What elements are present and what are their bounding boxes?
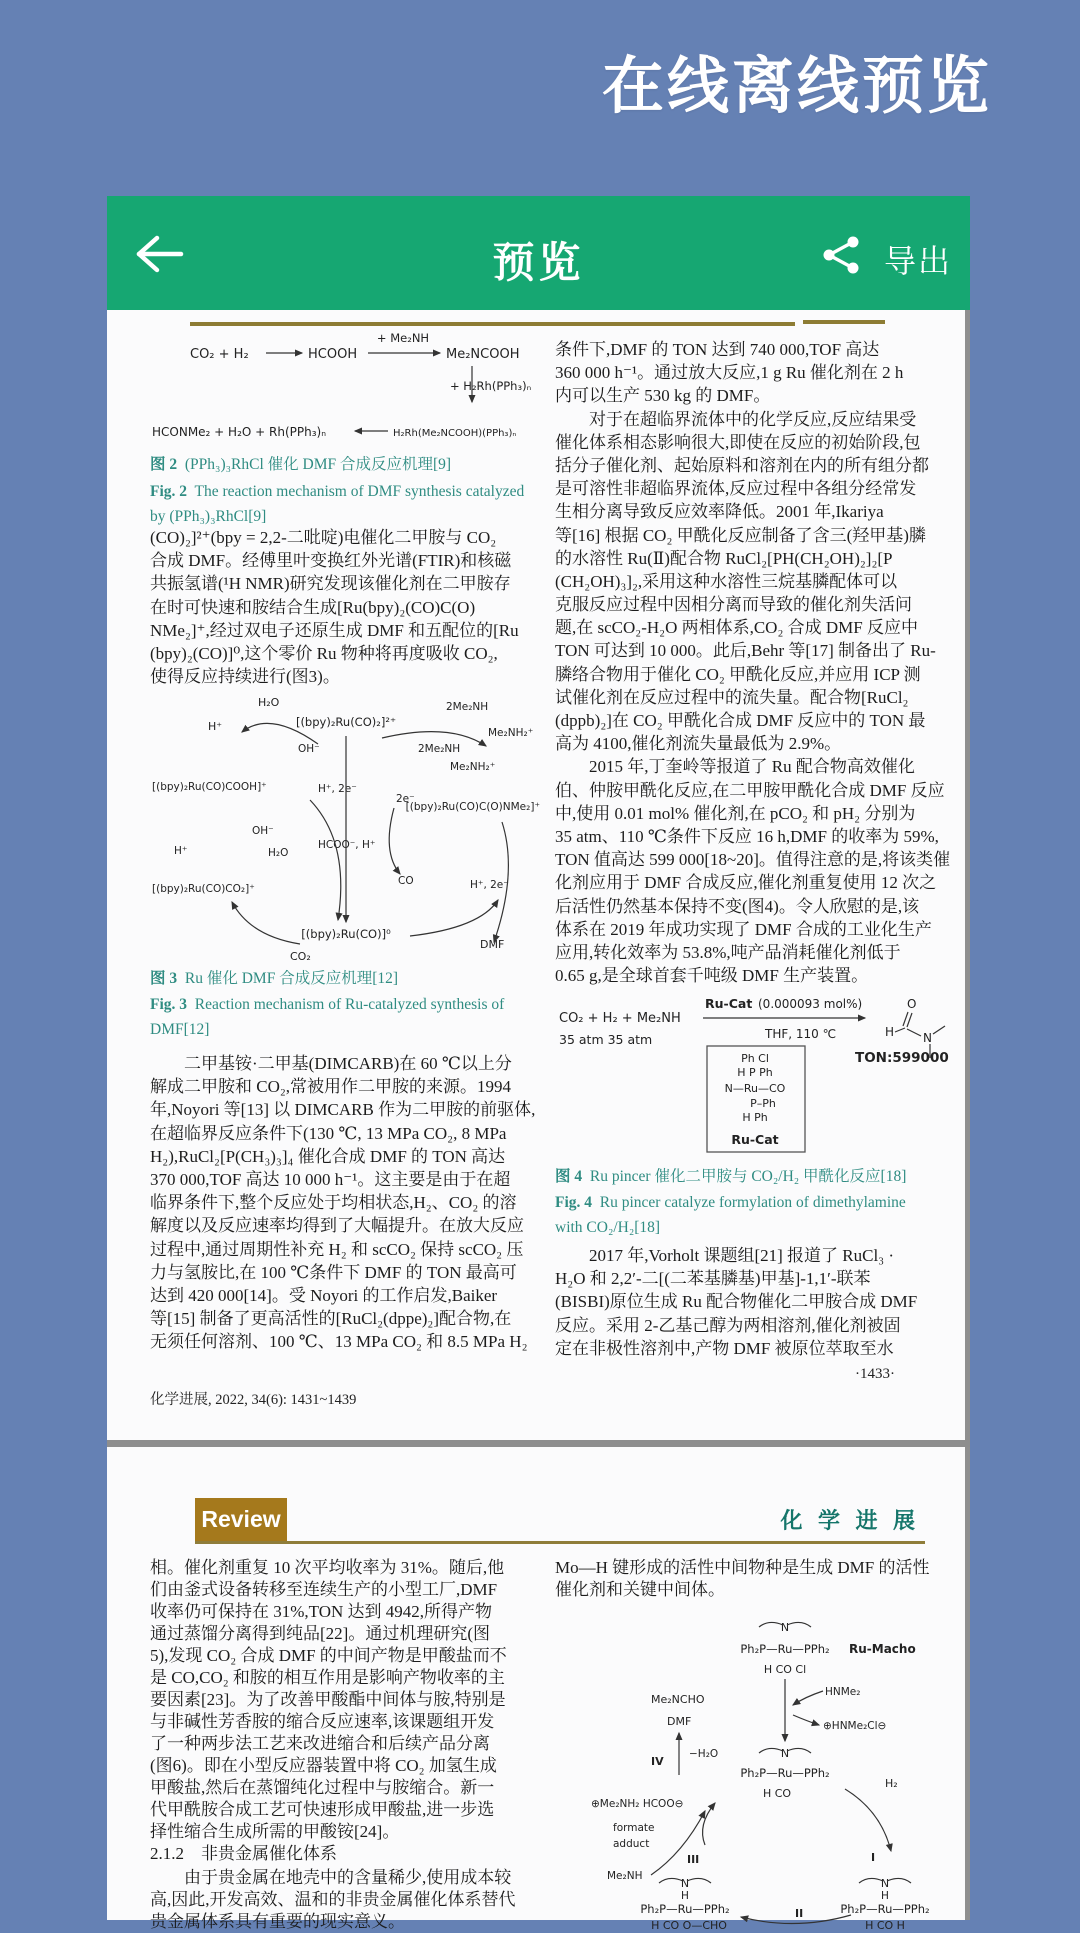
figure3-caption-en-label: Fig. 3 <box>150 996 188 1013</box>
paragraph-2 <box>150 1052 542 1353</box>
svg-text:H Ph: H Ph <box>742 1111 768 1124</box>
text-line: 代甲酰胺合成工艺可快速形成甲酸盐,进一步选 <box>150 1800 495 1819</box>
figure4-caption-en-label: Fig. 4 <box>555 1194 593 1211</box>
svg-text:H: H <box>881 1890 889 1902</box>
text-line: 解度以及反应速率均得到了大幅提升。在放大反应 <box>150 1216 524 1236</box>
page2-left-paragraph-2 <box>150 1867 542 1933</box>
text-line: 在超临界反应条件下(130 ℃, 13 MPa CO₂, 8 MPa <box>150 1123 507 1143</box>
share-icon <box>820 263 862 280</box>
text-line: 达到 420 000[14]。受 Noyori 的工作启发,Baiker <box>150 1285 498 1305</box>
svg-text:O: O <box>907 997 917 1011</box>
figure3-caption-cn-text: Ru 催化 DMF 合成反应机理[12] <box>177 970 399 987</box>
svg-text:H⁺: H⁺ <box>174 845 188 857</box>
svg-text:H⁺: H⁺ <box>208 720 223 733</box>
svg-text:THF, 110 ℃: THF, 110 ℃ <box>765 1027 837 1041</box>
figure4-caption-cn-label: 图 4 <box>555 1168 583 1185</box>
figure2-caption-en-text: The reaction mechanism of DMF synthesis catalyzed <box>187 483 525 500</box>
svg-text:DMF: DMF <box>480 938 505 951</box>
page-number: ·1433· <box>855 1366 895 1382</box>
text-line: 解成二甲胺和 CO₂,常被用作二甲胺的来源。1994 <box>150 1077 512 1097</box>
svg-text:Ph₂P—Ru—PPh₂: Ph₂P—Ru—PPh₂ <box>740 1642 830 1656</box>
page-top-rule-right <box>803 320 885 324</box>
page2-right-paragraph <box>555 1557 953 1601</box>
text-line: 试催化剂在反应过程中的流失量。配合物[RuCl₂ <box>555 687 909 707</box>
svg-text:H CO H: H CO H <box>865 1919 905 1932</box>
text-line: 无须任何溶剂、100 ℃、13 MPa CO₂ 和 8.5 MPa H₂ <box>150 1332 528 1352</box>
text-line: (图6)。即在小型反应器装置中将 CO₂ 加氢生成 <box>150 1756 497 1775</box>
svg-text:N: N <box>880 1877 890 1890</box>
page2-left-paragraph <box>150 1557 542 1843</box>
svg-text:HNMe₂: HNMe₂ <box>825 1686 861 1698</box>
svg-text:−H₂O: −H₂O <box>689 1748 719 1760</box>
text-line: 35 atm、110 ℃条件下反应 16 h,DMF 的收率为 59%, <box>555 826 939 846</box>
svg-text:H CO Cl: H CO Cl <box>763 1663 807 1676</box>
text-line: 催化体系相态影响很大,即使在反应的初始阶段,包 <box>555 432 921 452</box>
svg-text:Ph Cl: Ph Cl <box>741 1052 769 1065</box>
document-page-1[interactable] <box>107 310 970 1440</box>
svg-text:N: N <box>923 1031 932 1045</box>
svg-text:OH⁻: OH⁻ <box>298 743 320 755</box>
text-line: 临界条件下,整个反应处于均相状态,H₂、CO₂ 的溶 <box>150 1193 517 1213</box>
paragraph-vorholt <box>555 1244 953 1360</box>
svg-text:[(bpy)₂Ru(CO)]⁰: [(bpy)₂Ru(CO)]⁰ <box>301 927 391 941</box>
text-line: 克服反应过程中因相分离而导致的催化剂失活问 <box>555 595 912 615</box>
text-line: 由于贵金属在地壳中的含量稀少,使用成本较 <box>150 1868 512 1887</box>
svg-text:Ru-Cat: Ru-Cat <box>731 1132 779 1147</box>
text-line: 相。催化剂重复 10 次平均收率为 31%。随后,他 <box>150 1558 505 1577</box>
svg-text:Me₂NH₂⁺: Me₂NH₂⁺ <box>488 727 534 739</box>
svg-text:Me₂NH: Me₂NH <box>607 1870 643 1882</box>
right-column-text <box>555 338 953 987</box>
text-line: 360 000 h⁻¹。通过放大反应,1 g Ru 催化剂在 2 h <box>555 363 904 383</box>
review-badge: Review <box>195 1498 287 1541</box>
text-line: TON 可达到 10 000。此后,Behr 等[17] 制备出了 Ru- <box>555 641 936 661</box>
svg-text:H₂O: H₂O <box>258 696 280 709</box>
section-heading: 2.1.2 非贵金属催化体系 <box>150 1844 337 1863</box>
figure4-caption-cn <box>555 1164 953 1189</box>
text-line: H₂),RuCl₂[P(CH₃)₃]₄ 催化合成 DMF 的 TON 高达 <box>150 1146 506 1166</box>
svg-text:[(bpy)₂Ru(CO)₂]²⁺: [(bpy)₂Ru(CO)₂]²⁺ <box>295 715 397 729</box>
text-line: 合成 DMF。经傅里叶变换红外光谱(FTIR)和核磁 <box>150 551 512 571</box>
text-line: 伯、仲胺甲酰化反应,在二甲胺甲酰化合成 DMF 反应 <box>555 780 945 800</box>
svg-text:III: III <box>687 1853 700 1866</box>
svg-text:[(bpy)₂Ru(CO)CO₂]⁺: [(bpy)₂Ru(CO)CO₂]⁺ <box>152 883 255 895</box>
svg-text:II: II <box>795 1907 804 1920</box>
svg-text:2Me₂NH: 2Me₂NH <box>446 701 489 713</box>
text-line: 对于在超临界流体中的化学反应,反应结果受 <box>555 409 917 429</box>
figure3-caption-en2: DMF[12] <box>150 1021 210 1038</box>
text-line: 共振氢谱(¹H NMR)研究发现该催化剂在二甲胺存 <box>150 574 511 594</box>
svg-text:H⁺, 2e⁻: H⁺, 2e⁻ <box>470 879 509 891</box>
text-line: 题,在 scCO₂-H₂O 两相体系,CO₂ 合成 DMF 反应中 <box>555 618 918 638</box>
figure2-caption-en2: by (PPh₃)₃RhCl[9] <box>150 508 267 525</box>
text-line: 后活性仍然基本保持不变(图4)。令人欣慰的是,该 <box>555 896 920 916</box>
svg-text:HCONMe₂ + H₂O + Rh(PPh₃)ₙ: HCONMe₂ + H₂O + Rh(PPh₃)ₙ <box>152 425 326 439</box>
paragraph-1 <box>150 526 542 688</box>
text-line: 5),发现 CO₂ 合成 DMF 的中间产物是甲酸盐而不 <box>150 1646 507 1665</box>
svg-text:CO₂ + H₂: CO₂ + H₂ <box>190 347 249 362</box>
page-top-rule-left <box>190 322 795 326</box>
svg-text:Ph₂P—Ru—PPh₂: Ph₂P—Ru—PPh₂ <box>740 1766 830 1780</box>
text-line: 二甲基铵·二甲基(DIMCARB)在 60 ℃以上分 <box>150 1054 512 1073</box>
svg-text:Me₂NCOOH: Me₂NCOOH <box>446 347 520 362</box>
svg-text:Ru-Cat: Ru-Cat <box>705 996 753 1011</box>
svg-text:DMF: DMF <box>667 1715 692 1728</box>
text-line: 膦络合物用于催化 CO₂ 甲酰化反应,并应用 ICP 测 <box>555 664 921 684</box>
text-line: 是可溶性非超临界流体,反应过程中各组分经常发 <box>555 479 917 499</box>
svg-text:35 atm 35 atm: 35 atm 35 atm <box>559 1032 653 1047</box>
svg-text:CO: CO <box>398 875 414 887</box>
header-rule <box>195 1541 925 1544</box>
text-line: (dppb)₂]在 CO₂ 甲酰化合成 DMF 反应中的 TON 最 <box>555 711 926 730</box>
figure4-caption-en2: with CO₂/H₂[18] <box>555 1219 661 1236</box>
text-line: 了一种两步法工艺来改进缩合和后续产品分离 <box>150 1734 490 1753</box>
svg-text:Me₂NCHO: Me₂NCHO <box>651 1693 705 1706</box>
svg-text:formate: formate <box>613 1822 655 1834</box>
svg-text:HCOOH: HCOOH <box>308 347 358 362</box>
text-line: 内可以生产 530 kg 的 DMF。 <box>555 386 771 406</box>
text-line: 使得反应持续进行(图3)。 <box>150 667 340 687</box>
figure2-caption-en-label: Fig. 2 <box>150 483 188 500</box>
text-line: (CO)₂]²⁺(bpy = 2,2-二吡啶)电催化二甲胺与 CO₂ <box>150 528 497 547</box>
toolbar-title: 预览 <box>492 239 585 286</box>
text-line: 应用,转化效率为 53.8%,吨产品消耗催化剂低于 <box>555 942 901 962</box>
text-line: 力与氢胺比,在 100 ℃条件下 DMF 的 TON 最高可 <box>150 1262 517 1282</box>
text-line: 在时可快速和胺结合生成[Ru(bpy)₂(CO)C(O) <box>150 597 476 617</box>
svg-text:P–Ph: P–Ph <box>750 1097 776 1110</box>
text-line: 反应。采用 2-乙基己醇为两相溶剂,催化剂被固 <box>555 1315 901 1335</box>
svg-text:CO₂: CO₂ <box>290 950 311 963</box>
svg-text:CO₂ + H₂ + Me₂NH: CO₂ + H₂ + Me₂NH <box>559 1011 681 1026</box>
svg-text:Ph₂P—Ru—PPh₂: Ph₂P—Ru—PPh₂ <box>840 1902 930 1916</box>
text-line: 等[15] 制备了更高活性的[RuCl₂(dppe)₂]配合物,在 <box>150 1309 512 1329</box>
text-line: 0.65 g,是全球首套千吨级 DMF 生产装置。 <box>555 966 869 986</box>
text-line: 中,使用 0.01 mol% 催化剂,在 pCO₂ 和 pH₂ 分别为 <box>555 803 916 823</box>
figure4-caption-en <box>555 1190 953 1215</box>
export-button[interactable]: 导出 <box>883 243 952 279</box>
figure2-caption-cn-text: (PPh₃)₃RhCl 催化 DMF 合成反应机理[9] <box>177 456 452 473</box>
svg-text:N: N <box>780 1747 790 1760</box>
svg-text:[(bpy)₂Ru(CO)COOH]⁺: [(bpy)₂Ru(CO)COOH]⁺ <box>152 781 267 793</box>
svg-text:OH⁻: OH⁻ <box>252 825 274 837</box>
journal-name: 化 学 进 展 <box>780 1508 920 1533</box>
text-line: 条件下,DMF 的 TON 达到 740 000,TOF 高达 <box>555 340 880 359</box>
figure2-scheme <box>150 331 542 454</box>
text-line: 高,因此,开发高效、温和的非贵金属催化体系替代 <box>150 1890 516 1909</box>
figure3-diagram <box>150 692 542 964</box>
text-line: 是 CO,CO₂ 和胺的相互作用是影响产物收率的主 <box>150 1668 505 1687</box>
text-line: 高为 4100,催化剂流失量最低为 2.9%。 <box>555 734 842 754</box>
svg-text:Ru-Macho: Ru-Macho <box>849 1642 916 1656</box>
svg-text:Me₂NH₂⁺: Me₂NH₂⁺ <box>450 761 496 773</box>
text-line: 们由釜式设备转移至连续生产的小型工厂,DMF <box>150 1580 498 1599</box>
figure2-caption-cn-label: 图 2 <box>150 456 178 473</box>
text-line: 过程中,通过周期性补充 H₂ 和 scCO₂ 保持 scCO₂ 压 <box>150 1239 524 1259</box>
banner-title: 在线离线预览 <box>601 52 992 121</box>
text-line: 2017 年,Vorholt 课题组[21] 报道了 RuCl₃ · <box>555 1246 895 1265</box>
svg-text:H₂Rh(Me₂NCOOH)(PPh₃)ₙ: H₂Rh(Me₂NCOOH)(PPh₃)ₙ <box>393 428 517 439</box>
svg-text:H₂O: H₂O <box>268 847 289 859</box>
figure3-caption-cn <box>150 966 542 991</box>
text-line: 要因素[23]。为了改善甲酸酯中间体与胺,特别是 <box>150 1690 506 1709</box>
svg-text:Ph₂P—Ru—PPh₂: Ph₂P—Ru—PPh₂ <box>640 1902 730 1916</box>
text-line: (CH₂OH)₃]₂,采用这种水溶性三烷基膦配体可以 <box>555 571 898 591</box>
svg-text:N: N <box>680 1877 690 1890</box>
text-line: 体系在 2019 年成功实现了 DMF 合成的工业化生产 <box>555 919 932 939</box>
text-line: NMe₂]⁺,经过双电子还原生成 DMF 和五配位的[Ru <box>150 620 519 640</box>
text-line: 通过蒸馏分离得到纯品[22]。通过机理研究(图 <box>150 1624 490 1643</box>
text-line: 贵金属体系具有重要的现实意义。 <box>150 1912 405 1931</box>
text-line: 生相分离导致反应效率降低。2001 年,Ikariya <box>555 502 884 522</box>
text-line: 的水溶性 Ru(Ⅱ)配合物 RuCl₂[PH(CH₂OH)₂]₂[P <box>555 548 893 568</box>
svg-text:HCOO⁻, H⁺: HCOO⁻, H⁺ <box>318 839 376 851</box>
text-line: Mo—H 键形成的活性中间物种是生成 DMF 的活性 <box>555 1558 930 1577</box>
text-line: 括分子催化剂、起始原料和溶剂在内的所有组分都 <box>555 455 929 475</box>
journal-footer: 化学进展, 2022, 34(6): 1431~1439 <box>150 1392 357 1408</box>
svg-text:⊕Me₂NH₂ HCOO⊖: ⊕Me₂NH₂ HCOO⊖ <box>591 1798 684 1810</box>
figure4-caption-en-text: Ru pincer catalyze formylation of dimethylamine <box>592 1194 906 1211</box>
svg-text:2e⁻: 2e⁻ <box>396 793 415 805</box>
svg-text:adduct: adduct <box>613 1838 650 1850</box>
text-line: 2015 年,丁奎岭等报道了 Ru 配合物高效催化 <box>555 757 915 777</box>
document-page-2[interactable] <box>107 1447 970 1932</box>
svg-text:H CO: H CO <box>762 1787 792 1800</box>
svg-text:TON:599000: TON:599000 <box>855 1050 949 1066</box>
text-line: 与非碱性芳香胺的缩合反应速率,该课题组开发 <box>150 1712 495 1731</box>
svg-text:⊕HNMe₂Cl⊖: ⊕HNMe₂Cl⊖ <box>823 1720 887 1732</box>
figure4-scheme <box>555 996 953 1160</box>
svg-text:H⁺, 2e⁻: H⁺, 2e⁻ <box>318 783 357 795</box>
text-line: 择性缩合生成所需的甲酸铵[24]。 <box>150 1822 400 1841</box>
svg-text:H P Ph: H P Ph <box>737 1066 773 1079</box>
svg-text:N—Ru—CO: N—Ru—CO <box>724 1082 786 1095</box>
text-line: 化剂应用于 DMF 合成反应,催化剂重复使用 12 次之 <box>555 873 937 893</box>
figure3-caption-en-text: Reaction mechanism of Ru-catalyzed synthesis of <box>187 996 505 1013</box>
figure4-caption-cn-text: Ru pincer 催化二甲胺与 CO₂/H₂ 甲酰化反应[18] <box>582 1168 907 1185</box>
page-divider <box>107 1440 970 1447</box>
svg-text:+ H₂Rh(PPh₃)ₙ: + H₂Rh(PPh₃)ₙ <box>450 379 532 393</box>
text-line: H₂O 和 2,2′-二[(二苯基膦基)甲基]-1,1′-联苯 <box>555 1269 871 1289</box>
text-line: (bpy)₂(CO)]⁰,这个零价 Ru 物种将再度吸收 CO₂, <box>150 643 498 663</box>
figure2-caption-cn <box>150 452 542 477</box>
svg-text:2Me₂NH: 2Me₂NH <box>418 743 461 755</box>
figure3-caption-en <box>150 992 542 1017</box>
svg-text:+ Me₂NH: + Me₂NH <box>376 331 430 345</box>
text-line: TON 值高达 599 000[18~20]。值得注意的是,将该类催 <box>555 850 951 870</box>
text-line: (BISBI)原位生成 Ru 配合物催化二甲胺合成 DMF <box>555 1292 918 1312</box>
ru-macho-cycle-diagram <box>555 1615 953 1932</box>
svg-text:H CO O—CHO: H CO O—CHO <box>651 1919 727 1932</box>
figure2-caption-en <box>150 479 542 504</box>
text-line: 定在非极性溶剂中,产物 DMF 被原位萃取至水 <box>555 1338 894 1358</box>
text-line: 370 000,TOF 高达 10 000 h⁻¹。这主要是由于在超 <box>150 1169 511 1189</box>
text-line: 收率仍可保持在 31%,TON 达到 4942,所得产物 <box>150 1602 493 1621</box>
svg-text:H: H <box>681 1890 689 1902</box>
svg-text:H: H <box>885 1025 895 1039</box>
share-button[interactable] <box>820 234 862 276</box>
svg-text:(0.000093 mol%): (0.000093 mol%) <box>758 997 863 1011</box>
text-line: 甲酸盐,然后在蒸馏纯化过程中与胺缩合。新一 <box>150 1778 495 1797</box>
svg-text:N: N <box>780 1621 790 1634</box>
svg-text:H₂: H₂ <box>885 1777 898 1790</box>
svg-text:I: I <box>871 1851 876 1864</box>
svg-text:[(bpy)₂Ru(CO)C(O)NMe₂]⁺: [(bpy)₂Ru(CO)C(O)NMe₂]⁺ <box>405 801 540 813</box>
figure3-caption-cn-label: 图 3 <box>150 970 178 987</box>
app-toolbar <box>107 196 970 310</box>
text-line: 催化剂和关键中间体。 <box>555 1580 725 1599</box>
text-line: 年,Noyori 等[13] 以 DIMCARB 作为二甲胺的前驱体, <box>150 1100 536 1120</box>
text-line: 等[16] 根据 CO₂ 甲酰化反应制备了含三(羟甲基)膦 <box>555 525 926 545</box>
svg-text:IV: IV <box>651 1755 664 1768</box>
